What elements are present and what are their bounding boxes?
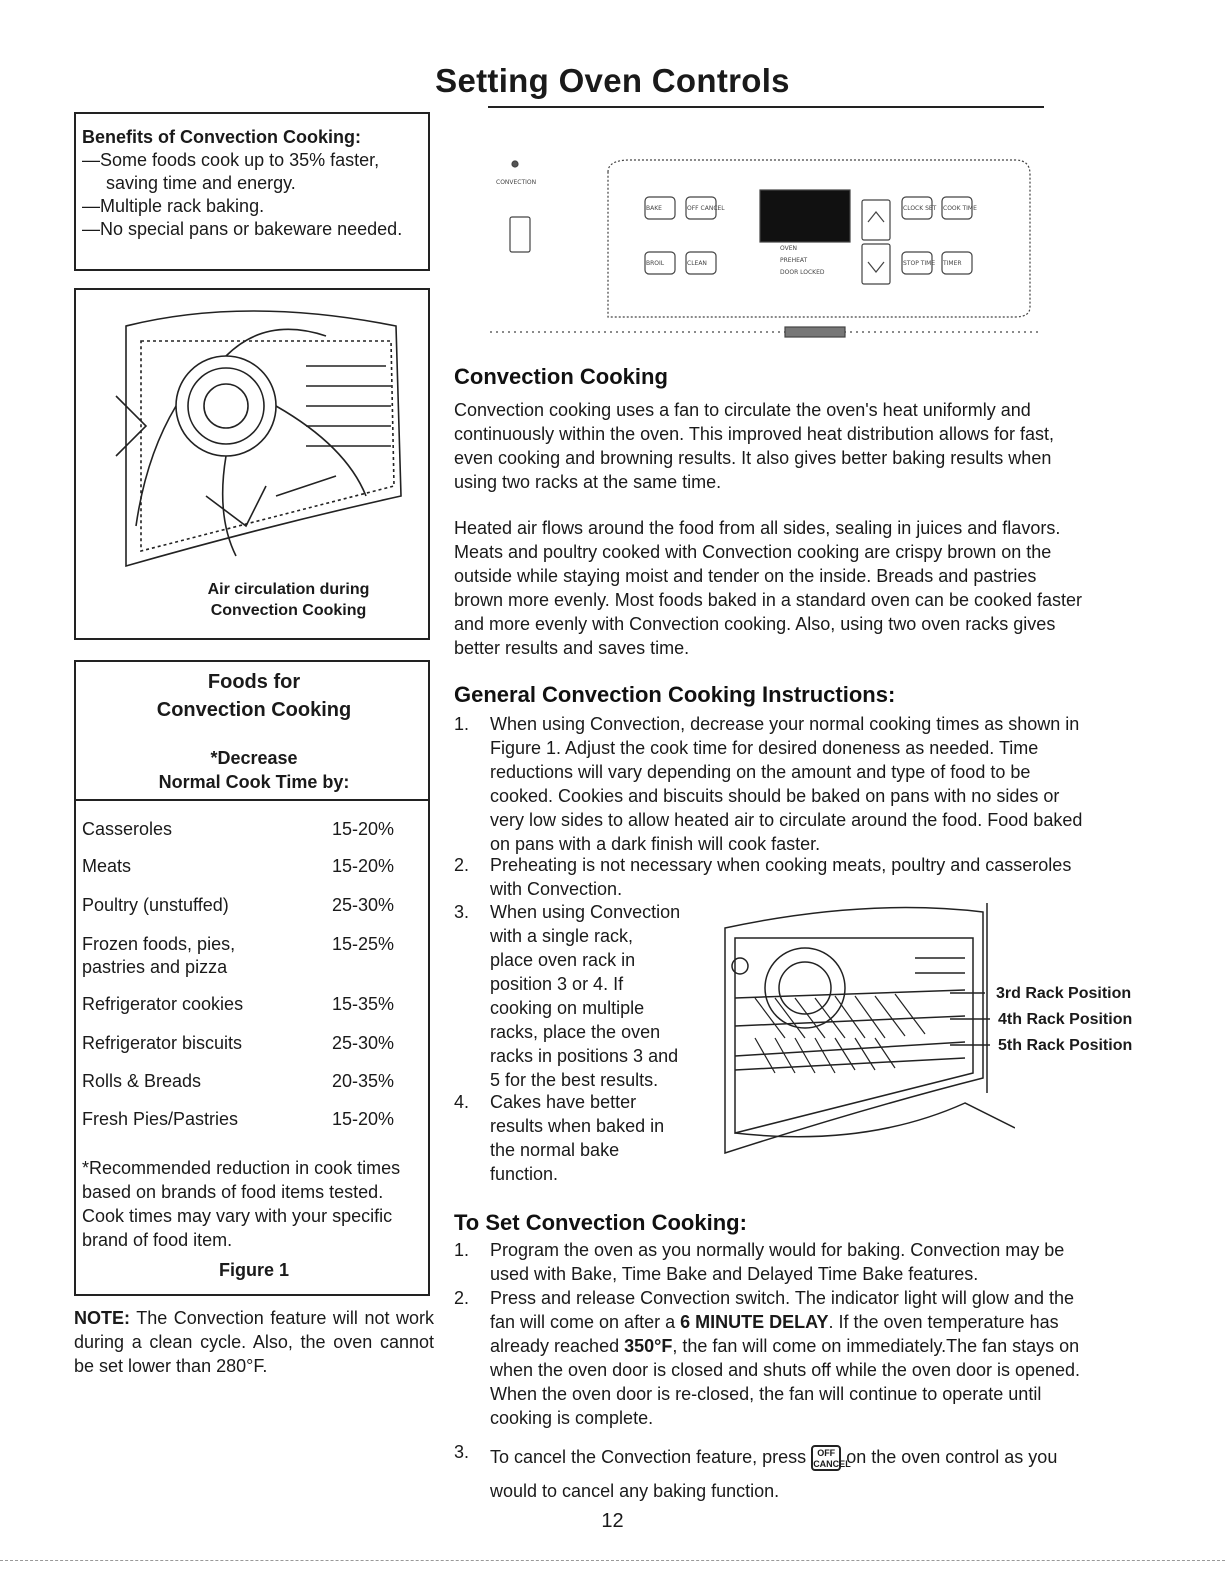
benefit-line: —No special pans or bakeware needed. [82, 219, 403, 239]
list-line: with Convection. [490, 879, 623, 899]
general-instructions-heading: General Convection Cooking Instructions: [454, 682, 896, 707]
list-line: Press and release Convection switch. The indicator light will glow and the [490, 1288, 1074, 1308]
page-number: 12 [601, 1510, 624, 1532]
bottom-rule [0, 1560, 1225, 1561]
btn-clean: CLEAN [687, 260, 707, 267]
list-line: When using Convection [490, 902, 681, 922]
para-line: better results and saves time. [454, 638, 690, 658]
list-line: Cakes have better [490, 1092, 637, 1112]
list-line: Figure 1. Adjust the cook time for desired doneness as needed. Time [490, 738, 1039, 758]
list-line: used with Bake, Time Bake and Delayed Time Bake features. [490, 1264, 979, 1284]
para-line: Convection cooking uses a fan to circulate the oven's heat uniformly and [454, 400, 1031, 420]
food-item: Rolls & Breads [82, 1071, 202, 1091]
list-line: on pans with a dark finish will cook faster. [490, 834, 821, 854]
indicator-door-locked: DOOR LOCKED [780, 269, 825, 276]
benefits-heading: Benefits of Convection Cooking: [82, 127, 361, 147]
oven-airflow-illustration [106, 296, 406, 586]
footnote-line: *Recommended reduction in cook times [82, 1158, 401, 1178]
list-line: would to cancel any baking function. [490, 1481, 780, 1501]
list-line: racks, place the oven [490, 1022, 661, 1042]
list-line: the normal bake [490, 1140, 620, 1160]
food-item: Refrigerator cookies [82, 994, 244, 1014]
list-line: already reached 350°F, the fan will come on immediately.The fan stays on [490, 1336, 1080, 1356]
oven-rack-drawing [715, 898, 1015, 1168]
food-item: Poultry (unstuffed) [82, 895, 229, 915]
control-panel-drawing [490, 152, 1040, 352]
list-line: racks in positions 3 and [490, 1046, 679, 1066]
indicator-preheat: PREHEAT [780, 257, 808, 264]
para-line: Heated air flows around the food from all sides, sealing in juices and flavors. [454, 518, 1061, 538]
rack-label-3rd: 3rd Rack Position [996, 985, 1132, 1002]
list-line: reductions will vary depending on the amount and type of food to be [490, 762, 1031, 782]
food-pct: 25-30% [332, 895, 395, 915]
list-line: place oven rack in [490, 950, 636, 970]
para-line: brown more evenly. Most foods baked in a standard oven can be cooked faster [454, 590, 1083, 610]
list-line: When using Convection, decrease your normal cooking times as shown in [490, 714, 1080, 734]
btn-off-cancel: OFF CANCEL [687, 205, 725, 212]
page-title: Setting Oven Controls [435, 62, 790, 99]
benefit-line: —Some foods cook up to 35% faster, [82, 150, 380, 170]
food-item: Meats [82, 856, 132, 876]
list-number: 3. [454, 902, 470, 922]
foods-heading-line1: Foods for [207, 671, 301, 693]
list-line: very low sides to allow heated air to circulate around the food. Food baked [490, 810, 1083, 830]
food-pct: 25-30% [332, 1033, 395, 1053]
food-item: Frozen foods, pies, [82, 934, 236, 954]
para-line: outside while staying moist and tender on the inside. Breads and pastries [454, 566, 1037, 586]
food-pct: 15-25% [332, 934, 395, 954]
list-line: 5 for the best results. [490, 1070, 659, 1090]
list-line: position 3 or 4. If [490, 974, 624, 994]
btn-timer: TIMER [943, 260, 962, 267]
note-label: NOTE: [74, 1308, 130, 1328]
convection-para1 [454, 398, 1144, 494]
set-convection-heading: To Set Convection Cooking: [454, 1210, 747, 1235]
btn-stop-time: STOP TIME [903, 260, 936, 267]
list-line: when the oven door is closed and shuts off while the oven door is opened. [490, 1360, 1081, 1380]
food-pct: 15-20% [332, 1109, 395, 1129]
para-line: continuously within the oven. This improved heat distribution allows for fast, [454, 424, 1054, 444]
benefit-line: saving time and energy. [106, 173, 296, 193]
list-line: cooking on multiple [490, 998, 645, 1018]
rack-label-5th: 5th Rack Position [998, 1037, 1133, 1054]
food-pct: 15-20% [332, 856, 395, 876]
convection-cooking-heading: Convection Cooking [454, 364, 668, 389]
note-block [74, 1306, 434, 1378]
list-line: Preheating is not necessary when cooking meats, poultry and casseroles [490, 855, 1072, 875]
foods-subheading-line2: Normal Cook Time by: [158, 772, 350, 792]
para-line: using two racks at the same time. [454, 472, 722, 492]
para-line: Meats and poultry cooked with Convection cooking are crispy brown on the [454, 542, 1052, 562]
list-line: function. [490, 1164, 559, 1184]
footnote-line: based on brands of food items tested. [82, 1182, 384, 1202]
list-number: 4. [454, 1092, 470, 1112]
footnote-line: brand of food item. [82, 1230, 233, 1250]
title-underline [488, 106, 1044, 108]
control-panel-figure [490, 152, 1040, 352]
off-cancel-key-icon: OFF CANCEL [811, 1445, 841, 1471]
air-caption-line1: Air circulation during [207, 581, 370, 598]
food-pct: 20-35% [332, 1071, 395, 1091]
food-pct: 15-35% [332, 994, 395, 1014]
list-number: 3. [454, 1442, 470, 1462]
table-divider [76, 799, 428, 801]
foods-table [74, 660, 430, 1296]
list-line: When the oven door is re-closed, the fan will continue to operate until [490, 1384, 1042, 1404]
list-line: cooked. Cookies and biscuits should be baked on pans with no sides or [490, 786, 1060, 806]
list-line: Program the oven as you normally would for baking. Convection may be [490, 1240, 1065, 1260]
food-item: Fresh Pies/Pastries [82, 1109, 239, 1129]
list-number: 2. [454, 1288, 470, 1308]
indicator-oven: OVEN [780, 245, 798, 252]
list-line: with a single rack, [490, 926, 634, 946]
list-line: fan will come on after a 6 MINUTE DELAY. If the oven temperature has [490, 1312, 1059, 1332]
convection-para2 [454, 516, 1144, 660]
list-line: results when baked in [490, 1116, 665, 1136]
list-line: cooking is complete. [490, 1408, 654, 1428]
list-number: 1. [454, 1240, 470, 1260]
para-line: even cooking and browning results. It also gives better baking results when [454, 448, 1052, 468]
air-caption-line2: Convection Cooking [210, 602, 367, 619]
list-number: 1. [454, 714, 470, 734]
btn-bake: BAKE [646, 205, 662, 212]
foods-subheading-line1: *Decrease [210, 748, 298, 768]
air-circulation-figure [74, 288, 430, 640]
convection-label: CONVECTION [496, 179, 537, 186]
rack-position-figure [715, 898, 1015, 1168]
btn-clock-set: CLOCK SET [903, 205, 937, 212]
food-item-cont: pastries and pizza [82, 957, 228, 977]
food-item: Refrigerator biscuits [82, 1033, 243, 1053]
temp-emphasis: 350°F [624, 1336, 673, 1356]
list-line: To cancel the Convection feature, press OFF CANCEL on the oven control as you [490, 1447, 1058, 1470]
food-item: Casseroles [82, 819, 173, 839]
benefit-line: —Multiple rack baking. [82, 196, 265, 216]
btn-broil: BROIL [646, 260, 665, 267]
rack-label-4th: 4th Rack Position [998, 1011, 1133, 1028]
foods-heading-line2: Convection Cooking [156, 699, 352, 721]
delay-emphasis: 6 MINUTE DELAY [680, 1312, 829, 1332]
para-line: and more evenly with Convection cooking. Also, using two oven racks gives [454, 614, 1056, 634]
footnote-line: Cook times may vary with your specific [82, 1206, 393, 1226]
benefits-box [74, 112, 430, 271]
food-pct: 15-20% [332, 819, 395, 839]
note-text: The Convection feature will not work during a clean cycle. Also, the oven cannot be set lower than 280°F. [74, 1308, 434, 1376]
figure-label: Figure 1 [218, 1260, 289, 1280]
btn-cook-time: COOK TIME [943, 205, 977, 212]
list-number: 2. [454, 855, 470, 875]
